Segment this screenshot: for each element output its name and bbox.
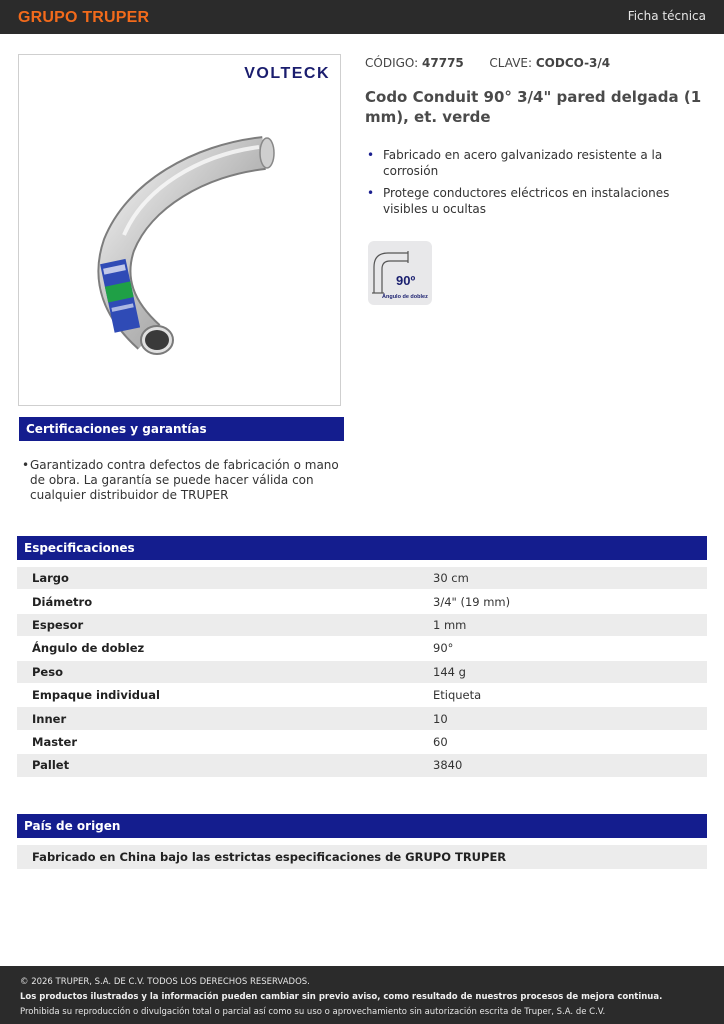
spec-value: 60	[433, 734, 448, 749]
spec-value: 144 g	[433, 664, 466, 679]
spec-name: Largo	[32, 571, 69, 586]
table-row	[17, 567, 707, 590]
document-type-label: Ficha técnica	[627, 9, 706, 23]
spec-name: Master	[32, 734, 78, 749]
footer-copyright: © 2026 TRUPER, S.A. DE C.V. TODOS LOS DERECHOS RESERVADOS.	[20, 977, 310, 987]
volteck-brand-logo: VOLTECK	[244, 65, 330, 82]
spec-name: Ángulo de doblez	[32, 641, 145, 656]
footer-notice: Los productos ilustrados y la información pueden cambiar sin previo aviso, como resultado de nuestros procesos de mejora continua.	[20, 992, 663, 1002]
product-codes	[365, 56, 610, 70]
code-value: 47775	[422, 56, 464, 70]
spec-value: Etiqueta	[433, 688, 482, 703]
table-row	[17, 707, 707, 730]
code-label: CÓDIGO:	[365, 56, 419, 70]
table-row	[17, 637, 707, 660]
badge-caption: Ángulo de doblez	[382, 294, 428, 300]
table-row	[17, 661, 707, 684]
key-value: CODCO-3/4	[535, 56, 611, 70]
truper-logo: GRUPO TRUPER	[18, 9, 150, 26]
spec-name: Inner	[32, 711, 67, 726]
spec-name: Diámetro	[32, 594, 93, 609]
spec-name: Espesor	[32, 617, 84, 632]
warranty-text-block	[22, 458, 342, 503]
top-bar	[0, 0, 724, 34]
key-label: CLAVE:	[489, 56, 533, 70]
specifications-heading: Especificaciones	[17, 536, 707, 560]
table-row	[17, 754, 707, 777]
feature-list	[367, 147, 687, 223]
product-image-frame	[18, 54, 341, 406]
spec-value: 30 cm	[433, 571, 469, 586]
feature-item: • Protege conductores eléctricos en instalaciones visibles u ocultas	[367, 185, 687, 217]
feature-item: • Fabricado en acero galvanizado resistente a la corrosión	[367, 147, 687, 179]
specifications-table	[17, 567, 707, 778]
table-row	[17, 684, 707, 707]
certifications-heading: Certificaciones y garantías	[19, 417, 344, 441]
spec-value: 10	[433, 711, 448, 726]
product-title: Codo Conduit 90° 3/4" pared delgada (1 mm), et. verde	[365, 88, 702, 126]
spec-name: Pallet	[32, 758, 70, 773]
footer-prohibition: Prohibida su reproducción o divulgación total o parcial así como su uso o aprovechamiento sin autorización escrita de Truper, S.A. de C.V.	[20, 1007, 606, 1017]
spec-value: 90°	[433, 641, 454, 656]
footer	[0, 966, 724, 1024]
origin-text: Fabricado en China bajo las estrictas especificaciones de GRUPO TRUPER	[17, 845, 707, 869]
warranty-bullet: •	[22, 458, 30, 472]
origin-heading: País de origen	[17, 814, 707, 838]
table-row	[17, 731, 707, 754]
warranty-text: Garantizado contra defectos de fabricación o mano de obra. La garantía se puede hacer válida con cualquier distribuidor de TRUPER	[30, 458, 339, 502]
conduit-elbow-image	[19, 55, 342, 407]
badge-value: 90º	[396, 273, 416, 288]
table-row	[17, 590, 707, 613]
spec-name: Empaque individual	[32, 688, 160, 703]
spec-value: 3840	[433, 758, 463, 773]
spec-name: Peso	[32, 664, 63, 679]
bend-angle-badge	[368, 241, 432, 305]
spec-value: 1 mm	[433, 617, 467, 632]
spec-value: 3/4" (19 mm)	[433, 594, 511, 609]
table-row	[17, 614, 707, 637]
